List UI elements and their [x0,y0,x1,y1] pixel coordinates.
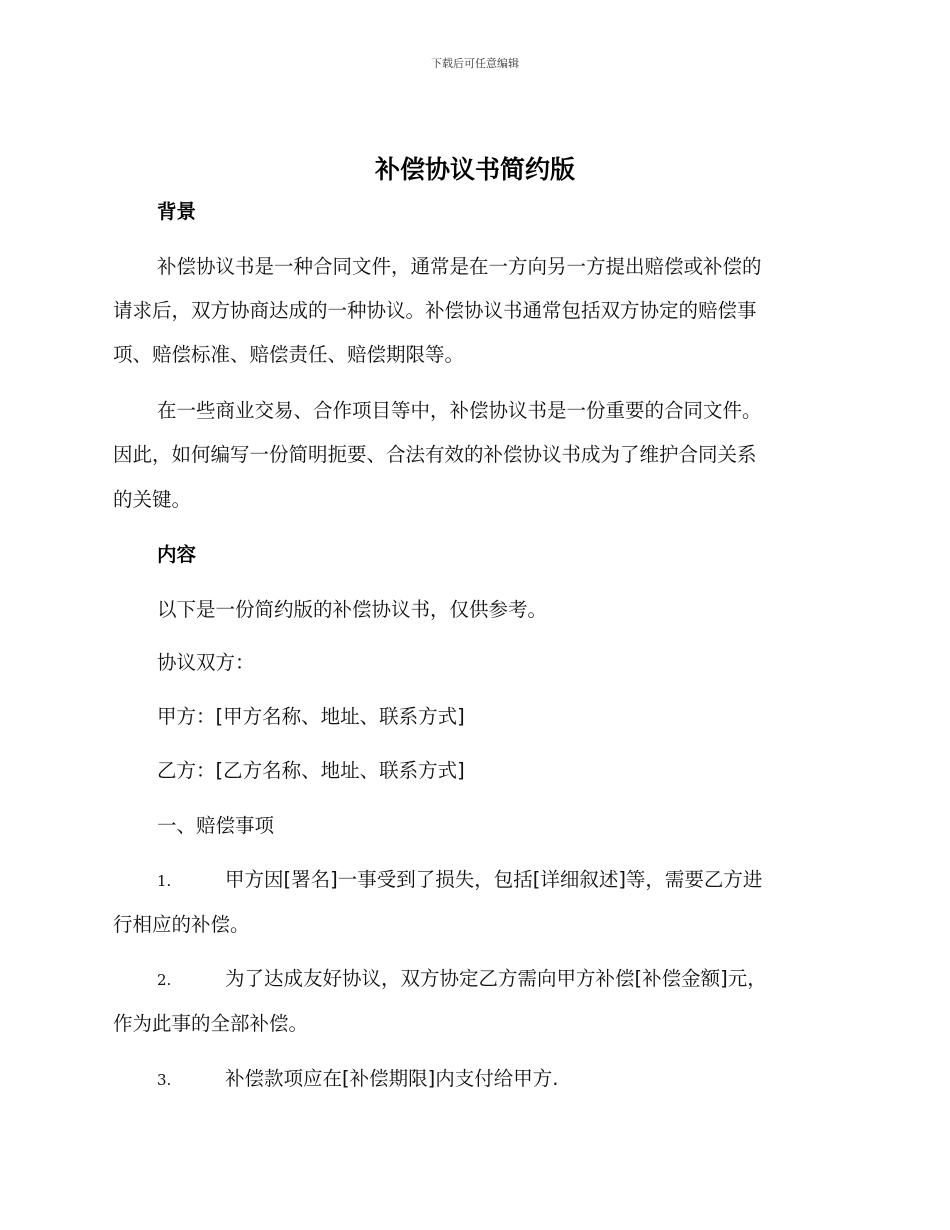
party-b: 乙方：[乙方名称、地址、联系方式] [157,759,465,782]
list-item-number-2: 2. [157,971,172,989]
list-item-2-line-2: 作为此事的全部补偿。 [113,1012,309,1035]
background-paragraph-1-line-2: 请求后，双方协商达成的一种协议。补偿协议书通常包括双方协定的赔偿事 [113,299,757,322]
section-1-title: 一、赔偿事项 [157,814,275,837]
background-paragraph-2-line-1: 在一些商业交易、合作项目等中，补偿协议书是一份重要的合同文件。 [157,399,762,422]
background-paragraph-1-line-1: 补偿协议书是一种合同文件，通常是在一方向另一方提出赔偿或补偿的 [157,255,762,278]
list-item-number-3: 3. [157,1071,172,1089]
section-heading-background: 背景 [157,200,197,223]
document-title: 补偿协议书简约版 [374,155,575,184]
party-a: 甲方：[甲方名称、地址、联系方式] [157,705,465,728]
list-item-number-1: 1. [157,872,172,890]
list-item-2-line-1: 为了达成友好协议，双方协定乙方需向甲方补偿[补偿金额]元， [225,967,767,990]
parties-label: 协议双方： [157,651,255,674]
background-paragraph-2-line-3: 的关键。 [113,488,192,511]
background-paragraph-1-line-3: 项、赔偿标准、赔偿责任、赔偿期限等。 [113,343,465,366]
page-header-note: 下载后可任意编辑 [431,57,519,70]
list-item-1-line-1: 甲方因[署名]一事受到了损失，包括[详细叙述]等，需要乙方进 [225,868,763,891]
background-paragraph-2-line-2: 因此，如何编写一份简明扼要、合法有效的补偿协议书成为了维护合同关系 [113,443,757,466]
list-item-1-line-2: 行相应的补偿。 [113,913,250,936]
section-heading-content: 内容 [157,543,197,566]
list-item-3-line-1: 补偿款项应在[补偿期限]内支付给甲方. [225,1067,559,1090]
content-intro: 以下是一份简约版的补偿协议书，仅供参考。 [157,598,548,621]
